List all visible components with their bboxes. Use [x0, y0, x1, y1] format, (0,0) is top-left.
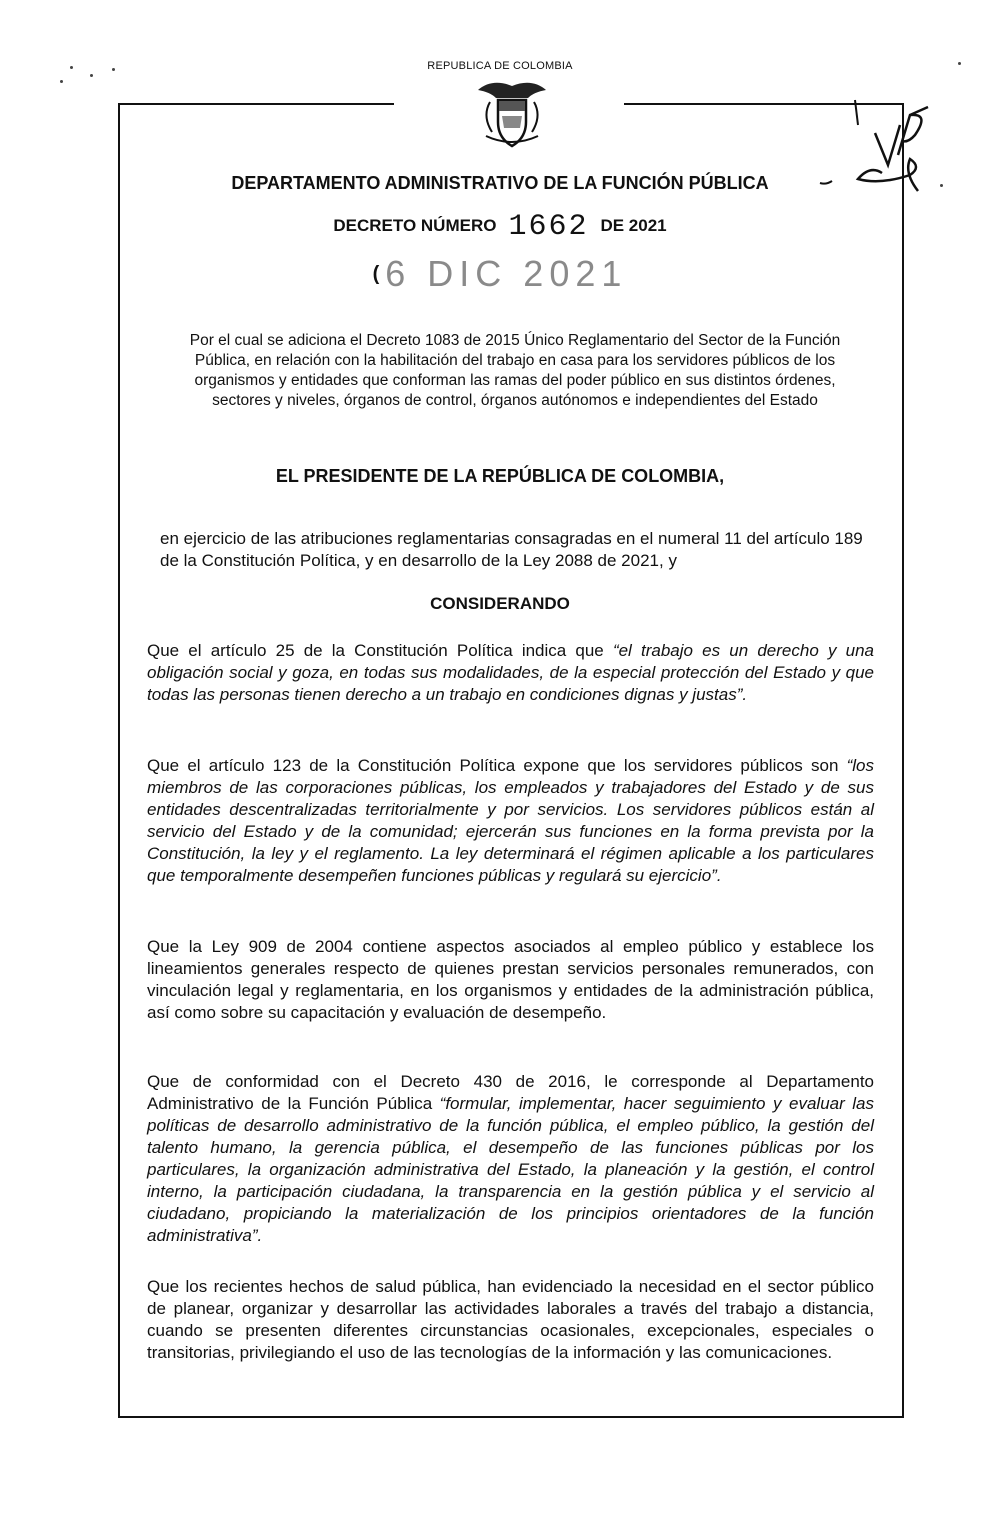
paragraph-text: Que de conformidad con el Decreto 430 de 2016, le corresponde al Departamento Administrativo de la Función Pública — [147, 1072, 874, 1113]
coat-of-arms-icon — [472, 76, 552, 150]
date-stamp — [0, 253, 1000, 295]
considerando-paragraph — [147, 755, 874, 887]
considerando-paragraph — [147, 936, 874, 1024]
paragraph-text: Que el artículo 123 de la Constitución Política expone que los servidores públicos son — [147, 756, 847, 775]
exercise-clause: en ejercicio de las atribuciones reglamentarias consagradas en el numeral 11 del artículo 189 de la Constitución Política, y en desarrollo de la Ley 2088 de 2021, y — [160, 529, 863, 570]
decree-line — [0, 210, 1000, 244]
decree-number: 1662 — [508, 210, 589, 244]
republic-header: REPUBLICA DE COLOMBIA — [427, 60, 573, 72]
date-open-paren: ( — [372, 263, 380, 285]
decree-prefix: DECRETO NÚMERO — [333, 216, 497, 235]
paragraph-text: Que el artículo 25 de la Constitución Política indica que — [147, 641, 613, 660]
decree-summary: Por el cual se adiciona el Decreto 1083 de 2015 Único Reglamentario del Sector de la Función Pública, en relación con la habilitación del trabajo en casa para los servidores públicos de los organismos y entidades que conforman las ramas del poder público en sus distintos órdenes, sectores y niveles, órganos de control, órganos autónomos e independientes del Estado — [189, 332, 841, 409]
considerando-heading: CONSIDERANDO — [430, 594, 570, 613]
paragraph-quote: “el trabajo es un derecho y una obligación social y goza, en todas sus modalidades, de la especial protección del Estado y que todas las personas tienen derecho a un trabajo en condiciones dignas y justas”. — [147, 641, 874, 704]
considerando-paragraph — [147, 1276, 874, 1364]
decree-year: DE 2021 — [600, 216, 667, 235]
president-heading: EL PRESIDENTE DE LA REPÚBLICA DE COLOMBIA, — [275, 466, 725, 486]
paragraph-text: Que la Ley 909 de 2004 contiene aspectos asociados al empleo público y establece los lineamientos generales respecto de quienes prestan servicios personales remunerados, con vinculación legal y reglamentaria, en los organismos y entidades de la administración pública, así como sobre su capacitación y evaluación de desempeño. — [147, 937, 874, 1022]
paragraph-quote: “formular, implementar, hacer seguimiento y evaluar las políticas de desarrollo administrativo de la función pública, el empleo público, la gestión del talento humano, la gerencia pública, el desempeño de las funciones públicas por los particulares, la organización administrativa del Estado, la planeación y la gestión, el control interno, la participación ciudadana, la transparencia en la gestión pública y el servicio al ciudadano, propiciando la materialización de los principios orientadores de la función administrativa”. — [147, 1094, 874, 1245]
scan-speck — [60, 80, 63, 83]
date-stamp-value: 6 DIC 2021 — [385, 253, 628, 294]
department-title: DEPARTAMENTO ADMINISTRATIVO DE LA FUNCIÓN PÚBLICA — [231, 173, 769, 193]
scan-speck — [90, 74, 93, 77]
paragraph-text: Que los recientes hechos de salud pública, han evidenciado la necesidad en el sector público de planear, organizar y desarrollar las actividades laborales a través del trabajo a distancia, cuando se presenten diferentes circunstancias ocasionales, excepcionales, especiales o transitorias, privilegiando el uso de las tecnologías de la información y las comunicaciones. — [147, 1277, 874, 1362]
paragraph-quote: “los miembros de las corporaciones públicas, los empleados y trabajadores del Estado y de sus entidades descentralizadas territorialmente y por servicios. Los servidores públicos están al servicio del Estado y de la comunidad; ejercerán sus funciones en la forma prevista por la Constitución, la ley y el reglamento. La ley determinará el régimen aplicable a los particulares que temporalmente desempeñen funciones públicas y regulará su ejercicio”. — [147, 756, 874, 885]
considerando-paragraph — [147, 1071, 874, 1247]
considerando-paragraph — [147, 640, 874, 706]
